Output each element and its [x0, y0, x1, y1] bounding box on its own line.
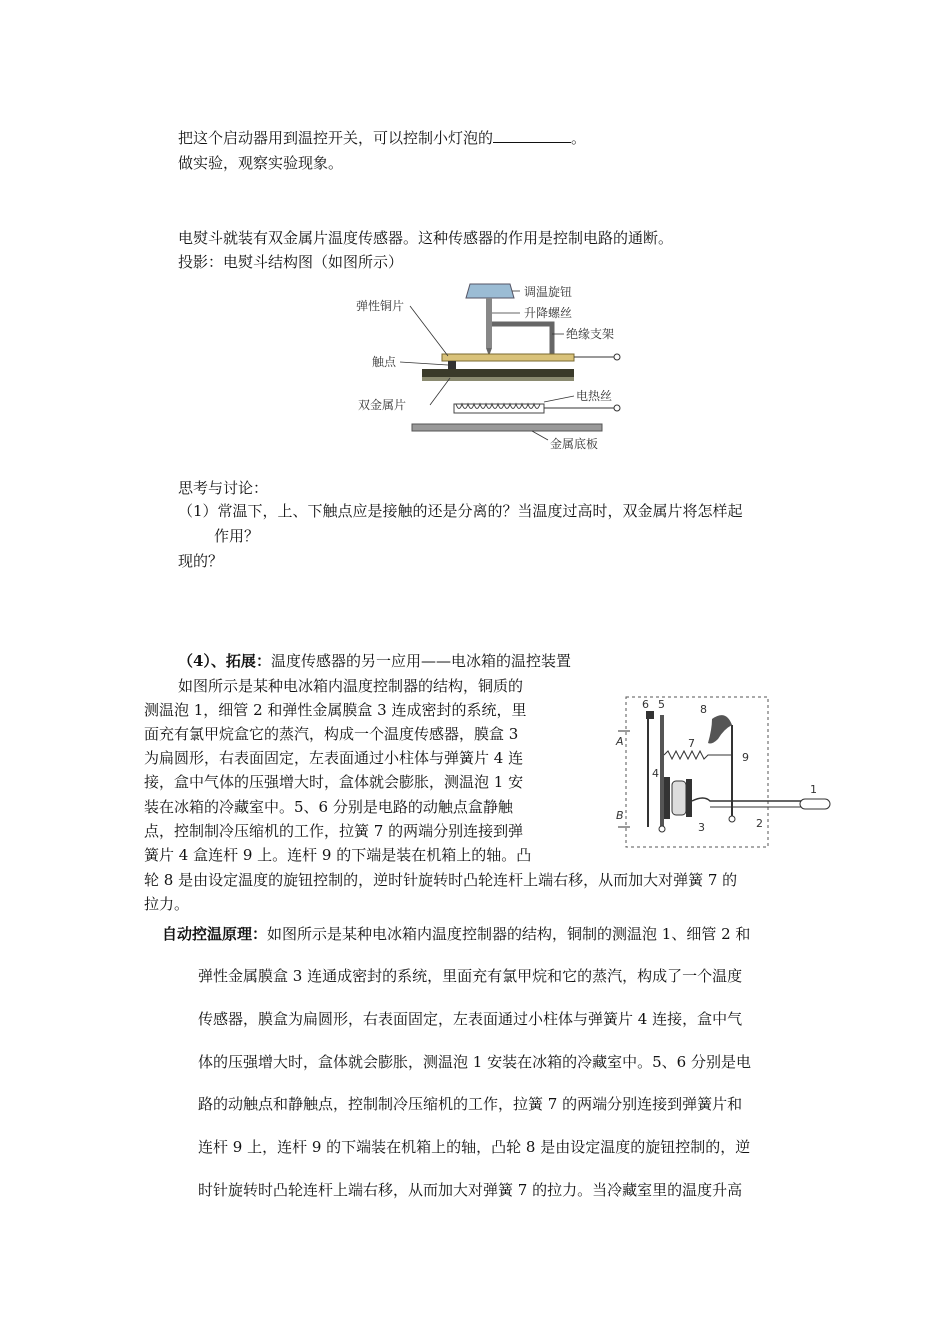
experiment-line: 做实验，观察实验现象。 — [178, 154, 344, 172]
label-A: A — [616, 735, 624, 748]
principle-first-line: 自动控温原理：如图所示是某种电冰箱内温度控制器的结构，铜制的测温泡 1、细管 2 和 — [162, 925, 751, 943]
label-bracket: 绝缘支架 — [566, 327, 615, 341]
extension-line-1: 测温泡 1，细管 2 和弹性金属膜盒 3 连成密封的系统，里 — [144, 701, 527, 719]
discuss-title: 思考与讨论： — [178, 479, 269, 497]
label-bimetal: 双金属片 — [358, 398, 407, 412]
label-4: 4 — [652, 767, 659, 780]
label-copper: 弹性铜片 — [356, 299, 405, 313]
label-2: 2 — [756, 817, 763, 830]
extension-line-4: 接，盒中气体的压强增大时，盒体就会膨胀，测温泡 1 安 — [144, 773, 524, 791]
screw-shape — [486, 298, 492, 348]
contact-shape — [448, 361, 456, 369]
principle-line-2: 体的压强增大时，盒体就会膨胀，测温泡 1 安装在冰箱的冷藏室中。5、6 分别是电 — [198, 1053, 751, 1071]
principle-line-3: 路的动触点和静触点，控制制冷压缩机的工作，拉簧 7 的两端分别连接到弹簧片和 — [198, 1095, 743, 1113]
extension-line-0: 如图所示是某种电冰箱内温度控制器的结构，铜质的 — [178, 677, 524, 695]
label-knob: 调温旋钮 — [524, 285, 573, 299]
question-1-line3: 现的？ — [178, 552, 224, 570]
label-B: B — [616, 809, 624, 822]
label-8: 8 — [700, 703, 707, 716]
extension-line-9: 拉力。 — [144, 895, 190, 913]
spring-shape — [664, 751, 732, 759]
iron-intro: 电熨斗就装有双金属片温度传感器。这种传感器的作用是控制电路的通断。 — [178, 229, 674, 247]
bellows-shape — [664, 777, 670, 819]
base-plate-shape — [412, 424, 602, 431]
principle-line-5: 时针旋转时凸轮连杆上端右移，从而加大对弹簧 7 的拉力。当冷藏室里的温度升高 — [198, 1181, 743, 1199]
label-screw: 升降螺丝 — [524, 306, 573, 320]
label-base: 金属底板 — [550, 437, 599, 451]
label-5: 5 — [658, 698, 665, 711]
principle-line-1: 传感器，膜盒为扁圆形，右表面固定，左表面通过小柱体与弹簧片 4 连接，盒中气 — [198, 1010, 743, 1028]
knob-shape — [466, 284, 514, 298]
copper-strip-shape — [442, 354, 574, 361]
fridge-thermostat-figure — [614, 695, 836, 850]
question-1-line1: （1）常温下，上、下触点应是接触的还是分离的？当温度过高时，双金属片将怎样起 — [178, 502, 743, 520]
question-1-line2: 作用？ — [214, 527, 260, 545]
cam-shape — [708, 715, 732, 743]
bracket-shape — [492, 324, 552, 356]
extension-line-6: 点，控制制冷压缩机的工作，拉簧 7 的两端分别连接到弹 — [144, 822, 524, 840]
extension-line-7: 簧片 4 盒连杆 9 上。连杆 9 的下端是装在机箱上的轴。凸 — [144, 846, 532, 864]
fill-blank-sentence: 把这个启动器用到温控开关，可以控制小灯泡的 。 — [178, 129, 587, 147]
spring-plate-shape — [660, 715, 664, 827]
iron-projection: 投影：电熨斗结构图（如图所示） — [178, 253, 404, 271]
label-3: 3 — [698, 821, 705, 834]
label-heater: 电热丝 — [576, 389, 613, 403]
bulb-shape — [800, 799, 830, 809]
tube-shape — [692, 798, 804, 801]
label-1: 1 — [810, 783, 817, 796]
label-7: 7 — [688, 737, 695, 750]
extension-line-2: 面充有氯甲烷盒它的蒸汽，构成一个温度传感器，膜盒 3 — [144, 725, 519, 743]
iron-structure-figure — [352, 278, 632, 456]
label-9: 9 — [742, 751, 749, 764]
extension-line-8: 轮 8 是由设定温度的旋钮控制的，逆时针旋转时凸轮连杆上端右移，从而加大对弹簧 7 的 — [144, 871, 738, 889]
principle-line-4: 连杆 9 上，连杆 9 的下端装在机箱上的轴，凸轮 8 是由设定温度的旋钮控制的，逆 — [198, 1138, 751, 1156]
extension-heading: （4）、拓展：温度传感器的另一应用——电冰箱的温控装置 — [178, 652, 571, 670]
label-6: 6 — [642, 698, 649, 711]
bimetal-shape — [422, 369, 574, 377]
principle-line-0: 弹性金属膜盒 3 连通成密封的系统，里面充有氯甲烷和它的蒸汽，构成了一个温度 — [198, 967, 743, 985]
extension-line-5: 装在冰箱的冷藏室中。5、6 分别是电路的动触点盒静触 — [144, 798, 513, 816]
label-contact: 触点 — [372, 355, 397, 369]
answer-blank[interactable] — [493, 128, 571, 143]
extension-line-3: 为扁圆形，右表面固定，左表面通过小柱体与弹簧片 4 连 — [144, 749, 524, 767]
